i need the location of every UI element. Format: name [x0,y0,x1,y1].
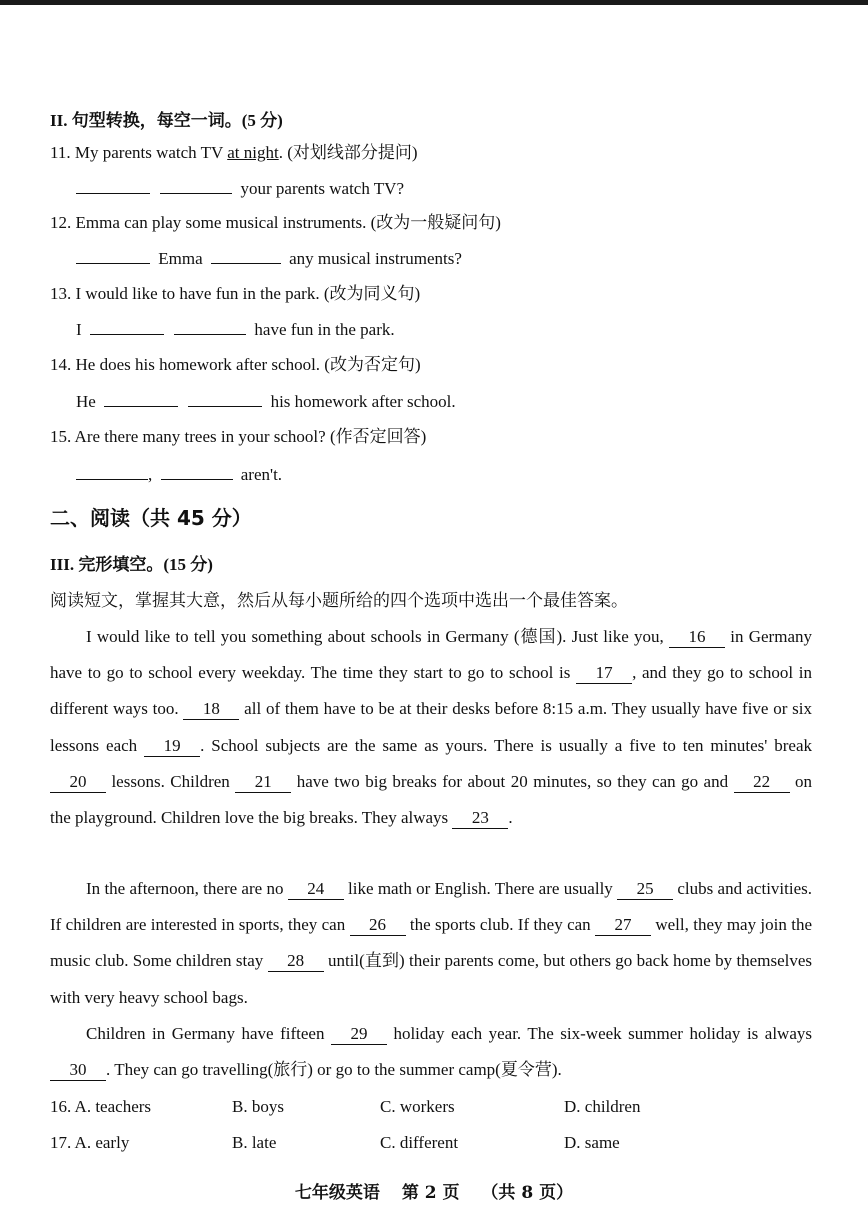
passage-text: well, they may join the music club. Some children stay [50,915,812,971]
question-15-answer-line [76,462,282,487]
passage-paragraph-2 [50,871,812,1016]
q13-head: I [76,320,82,339]
cloze-blank-28[interactable]: 28 [268,951,324,972]
passage-text: In the afternoon, there are no [86,879,288,898]
answer-blank[interactable] [174,317,246,335]
cloze-blank-24[interactable]: 24 [288,879,344,900]
cloze-blank-26[interactable]: 26 [350,915,406,936]
footer-total-pages: （共 8 页） [481,1183,574,1203]
cloze-blank-21[interactable]: 21 [235,772,291,793]
passage-text: clubs and activities. If children are interested in sports, they can [50,879,812,935]
passage-text: Children in Germany have fifteen [86,1024,331,1043]
answer-blank[interactable] [211,246,281,264]
q14-head: He [76,392,96,411]
q13-tail: have fun in the park. [254,320,395,339]
question-14-answer-line [76,389,456,414]
cloze-blank-29[interactable]: 29 [331,1024,387,1045]
q15-tail: aren't. [240,465,283,484]
passage-text: I would like to tell you something about schools in Germany (德国). Just like you, [86,627,670,646]
question-12: 12. Emma can play some musical instruments. (改为一般疑问句) [50,213,501,232]
cloze-blank-23[interactable]: 23 [452,808,508,829]
passage-paragraph-3 [50,1016,812,1088]
passage-text: lessons. Children [106,771,236,791]
q15-comma: , [148,465,153,484]
option-16-d[interactable]: D. children [564,1097,641,1116]
q11-underlined: at night [227,143,279,162]
answer-blank[interactable] [76,176,150,194]
passage-paragraph-1 [50,619,812,836]
answer-blank[interactable] [188,389,262,407]
q12-tail: any musical instruments? [289,249,462,268]
cloze-blank-18[interactable]: 18 [183,699,239,720]
question-14: 14. He does his homework after school. (改为否定句) [50,355,421,374]
cloze-blank-19[interactable]: 19 [144,736,200,757]
option-17-d[interactable]: D. same [564,1133,620,1152]
option-16-b[interactable]: B. boys [232,1097,284,1116]
section-heading-sentence-transform: II. 句型转换，每空一词。(5 分) [50,111,283,130]
passage-text: the sports club. If they can [405,915,596,935]
page-footer [0,1178,868,1203]
passage-text: on the playground. Children love the big breaks. They always [50,771,813,828]
passage-text: . They can go travelling(旅行) or go to the summer camp(夏令营). [106,1060,562,1080]
question-15: 15. Are there many trees in your school? (作否定回答) [50,427,427,446]
passage-text: . [508,808,513,828]
option-17-b[interactable]: B. late [232,1133,277,1152]
passage-text: like math or English. There are usually [343,879,618,898]
cloze-blank-30[interactable]: 30 [50,1060,106,1081]
question-13-answer-line [76,317,395,342]
cloze-blank-25[interactable]: 25 [617,879,673,900]
cloze-blank-20[interactable]: 20 [50,772,106,793]
q12-mid: Emma [158,249,203,268]
cloze-blank-17[interactable]: 17 [576,663,632,684]
answer-blank[interactable] [161,462,233,480]
question-11 [50,141,418,165]
passage-text: all of them have to be at their desks before 8:15 a.m. They usually have five or six lessons each [50,699,813,755]
part-heading-reading: 二、阅读（共 45 分） [50,506,252,530]
answer-blank[interactable] [76,246,150,264]
option-16-c[interactable]: C. workers [380,1097,455,1116]
passage-text: in Germany have to go to school every weekday. The time they start to go to school is [50,627,812,683]
passage-text: . School subjects are the same as yours. There is usually a five to ten minutes' break [200,735,812,755]
question-13: 13. I would like to have fun in the park. (改为同义句) [50,284,421,303]
option-17-a[interactable]: 17. A. early [50,1133,130,1152]
cloze-blank-16[interactable]: 16 [669,627,725,648]
question-12-answer-line [76,246,462,271]
passage-text: have two big breaks for about 20 minutes, so they can go and [291,771,734,791]
top-border [0,0,868,5]
footer-page-number: 第 2 页 [401,1183,460,1203]
question-11-answer-line [76,176,404,201]
answer-blank[interactable] [160,176,232,194]
q11-suffix: . (对划线部分提问) [278,143,418,162]
cloze-blank-27[interactable]: 27 [595,915,651,936]
option-16-a[interactable]: 16. A. teachers [50,1097,152,1116]
passage-text: , and they go to school in different ways too. [50,663,812,719]
option-17-c[interactable]: C. different [380,1133,459,1152]
footer-subject: 七年级英语 [294,1183,380,1203]
section-heading-cloze: III. 完形填空。(15 分) [50,555,213,574]
answer-blank[interactable] [104,389,178,407]
answer-blank[interactable] [90,317,164,335]
answer-blank[interactable] [76,462,148,480]
passage-text: holiday each year. The six-week summer holiday is always [386,1024,812,1043]
passage-text: until(直到) their parents come, but others go back home by themselves with very heavy school bags. [50,951,812,1007]
cloze-instruction: 阅读短文，掌握其大意，然后从每小题所给的四个选项中选出一个最佳答案。 [50,591,628,610]
cloze-blank-22[interactable]: 22 [734,772,790,793]
q11-prefix: 11. My parents watch TV [50,143,228,162]
q14-tail: his homework after school. [270,392,456,411]
q11-answer-tail: your parents watch TV? [240,179,404,198]
